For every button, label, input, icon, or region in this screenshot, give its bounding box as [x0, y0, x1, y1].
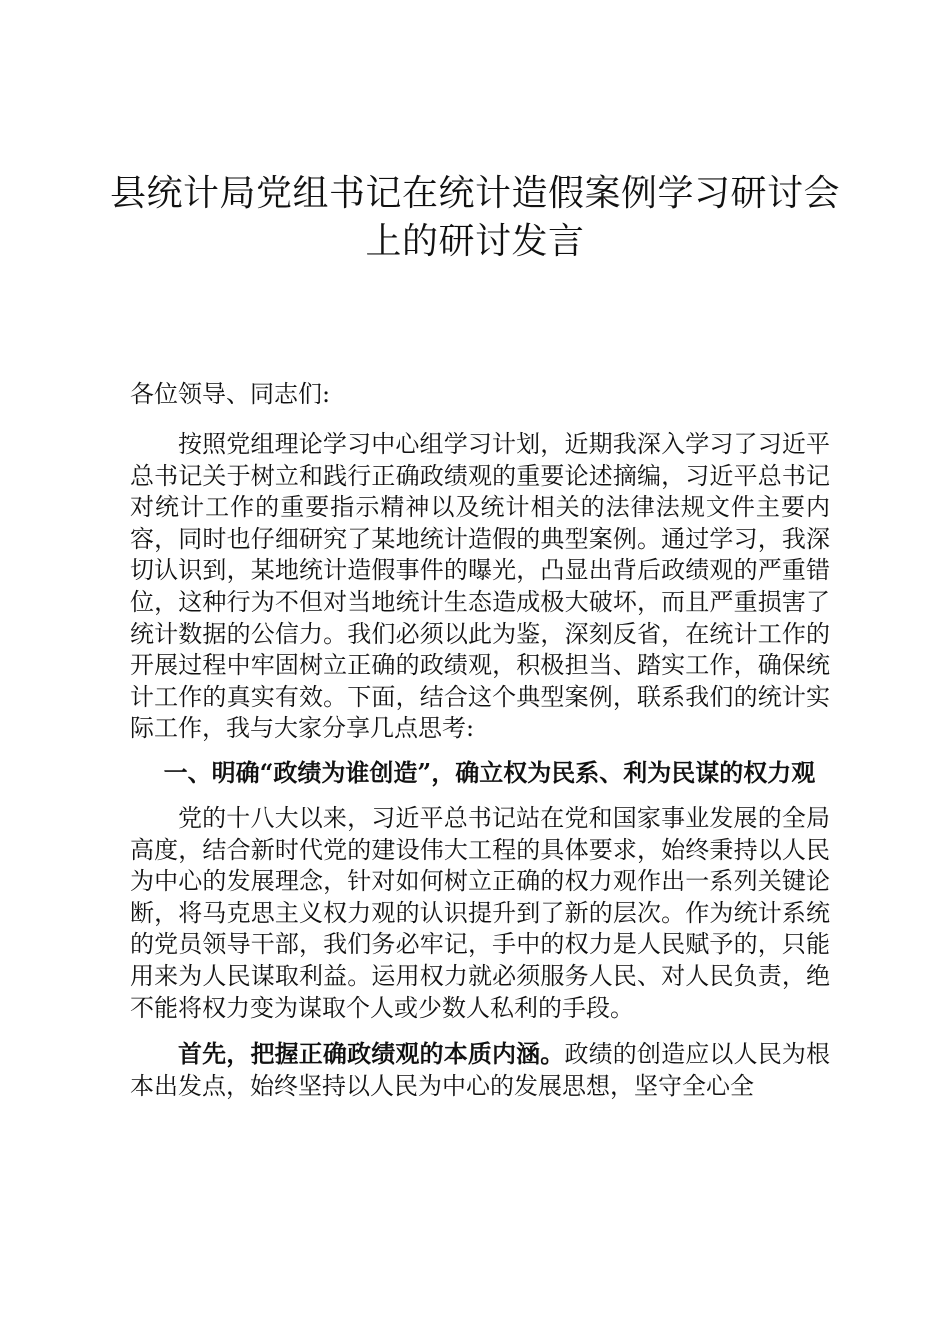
- paragraph-intro: 按照党组理论学习中心组学习计划，近期我深入学习了习近平总书记关于树立和践行正确政绩观的重要论述摘编，习近平总书记对统计工作的重要指示精神以及统计相关的法律法规文件主要内容，同时也仔细研究了某地统计造假的典型案例。通过学习，我深切认识到，某地统计造假事件的曝光，凸显出背后政绩观的严重错位，这种行为不但对当地统计生态造成极大破坏，而且严重损害了统计数据的公信力。我们必须以此为鉴，深刻反省，在统计工作的开展过程中牢固树立正确的政绩观，积极担当、踏实工作，确保统计工作的真实有效。下面，结合这个典型案例，联系我们的统计实际工作，我与大家分享几点思考:: [130, 430, 830, 743]
- paragraph-first-point: [130, 1038, 830, 1102]
- paragraph-power-view: 党的十八大以来，习近平总书记站在党和国家事业发展的全局高度，结合新时代党的建设伟大工程的具体要求，始终秉持以人民为中心的发展理念，针对如何树立正确的权力观作出一系列关键论断，将马克思主义权力观的认识提升到了新的层次。作为统计系统的党员领导干部，我们务必牢记，手中的权力是人民赋予的，只能用来为人民谋取利益。运用权力就必须服务人民、对人民负责，绝不能将权力变为谋取个人或少数人私利的手段。: [130, 803, 830, 1022]
- section-heading-1: 一、明确“政绩为谁创造”，确立权为民系、利为民谋的权力观: [163, 757, 816, 787]
- salutation: 各位领导、同志们:: [130, 380, 331, 408]
- title-line-1: 县统计局党组书记在统计造假案例学习研讨会: [109, 173, 840, 214]
- document-body: [130, 372, 830, 1102]
- paragraph-lead-bold: 首先，把握正确政绩观的本质内涵。: [178, 1039, 565, 1069]
- title-line-2: 上的研讨发言: [365, 221, 585, 262]
- paragraph-first-point-text: 政绩的创造应以人民为根本出发点，始终坚持以人民为中心的发展思想，坚守全心全: [130, 1040, 831, 1100]
- document-title: [100, 170, 850, 266]
